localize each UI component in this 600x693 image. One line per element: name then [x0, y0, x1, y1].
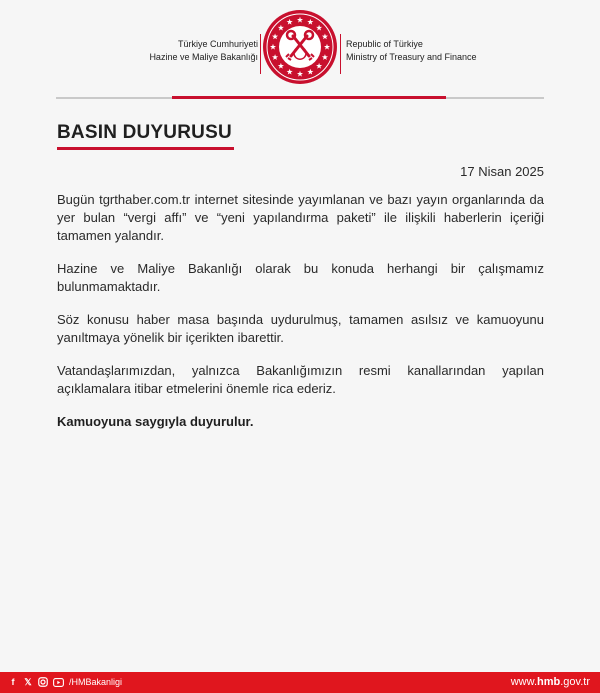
header-rule-center [172, 96, 446, 99]
paragraph: Vatandaşlarımızdan, yalnızca Bakanlığımızın resmi kanallarından yapılan açıklamalara itibar etmelerini önemle rica ederiz. [57, 363, 544, 396]
header-rule-right [446, 97, 544, 99]
document-date: 17 Nisan 2025 [460, 164, 544, 179]
footer-bar [0, 672, 600, 693]
social-links [7, 676, 122, 688]
paragraph: Bugün tgrthaber.com.tr internet sitesinde yayımlanan ve bazı yayın organlarında da yer bulan “vergi affı” ve “yeni yapılandırma paketi” ile ilişkili haberlerin içeriği tamamen yalandır. [57, 192, 544, 243]
org-en-line1: Republic of Türkiye [346, 39, 423, 49]
x-icon[interactable]: 𝕏 [24, 676, 32, 687]
website-suffix: .gov.tr [560, 676, 590, 688]
instagram-icon[interactable] [37, 676, 49, 688]
website-prefix: www. [510, 676, 537, 688]
title-underline [57, 147, 234, 150]
facebook-icon[interactable]: f [11, 677, 15, 687]
org-name-turkish [149, 38, 258, 64]
header-rule-left [56, 97, 172, 99]
header-divider-right [340, 34, 341, 74]
org-name-english [346, 38, 477, 64]
website-link[interactable] [511, 676, 590, 688]
closing-line: Kamuoyuna saygıyla duyurulur. [57, 414, 254, 429]
org-tr-line1: Türkiye Cumhuriyeti [177, 39, 258, 49]
org-tr-line2: Hazine ve Maliye Bakanlığı [149, 52, 258, 62]
paragraph: Hazine ve Maliye Bakanlığı olarak bu konuda herhangi bir çalışmamız bulunmamaktadır. [57, 261, 544, 294]
ministry-emblem-icon [261, 8, 339, 86]
document-body [57, 191, 544, 446]
website-domain: hmb [537, 676, 561, 688]
org-en-line2: Ministry of Treasury and Finance [346, 52, 477, 62]
youtube-icon[interactable] [52, 676, 64, 688]
paragraph: Söz konusu haber masa başında uydurulmuş, tamamen asılsız ve kamuoyunu yanıltmaya yönelik bir içerikten ibarettir. [57, 312, 544, 345]
letterhead [0, 0, 600, 100]
document-title: BASIN DUYURUSU [57, 122, 232, 143]
social-handle[interactable]: /HMBakanligi [69, 677, 123, 687]
